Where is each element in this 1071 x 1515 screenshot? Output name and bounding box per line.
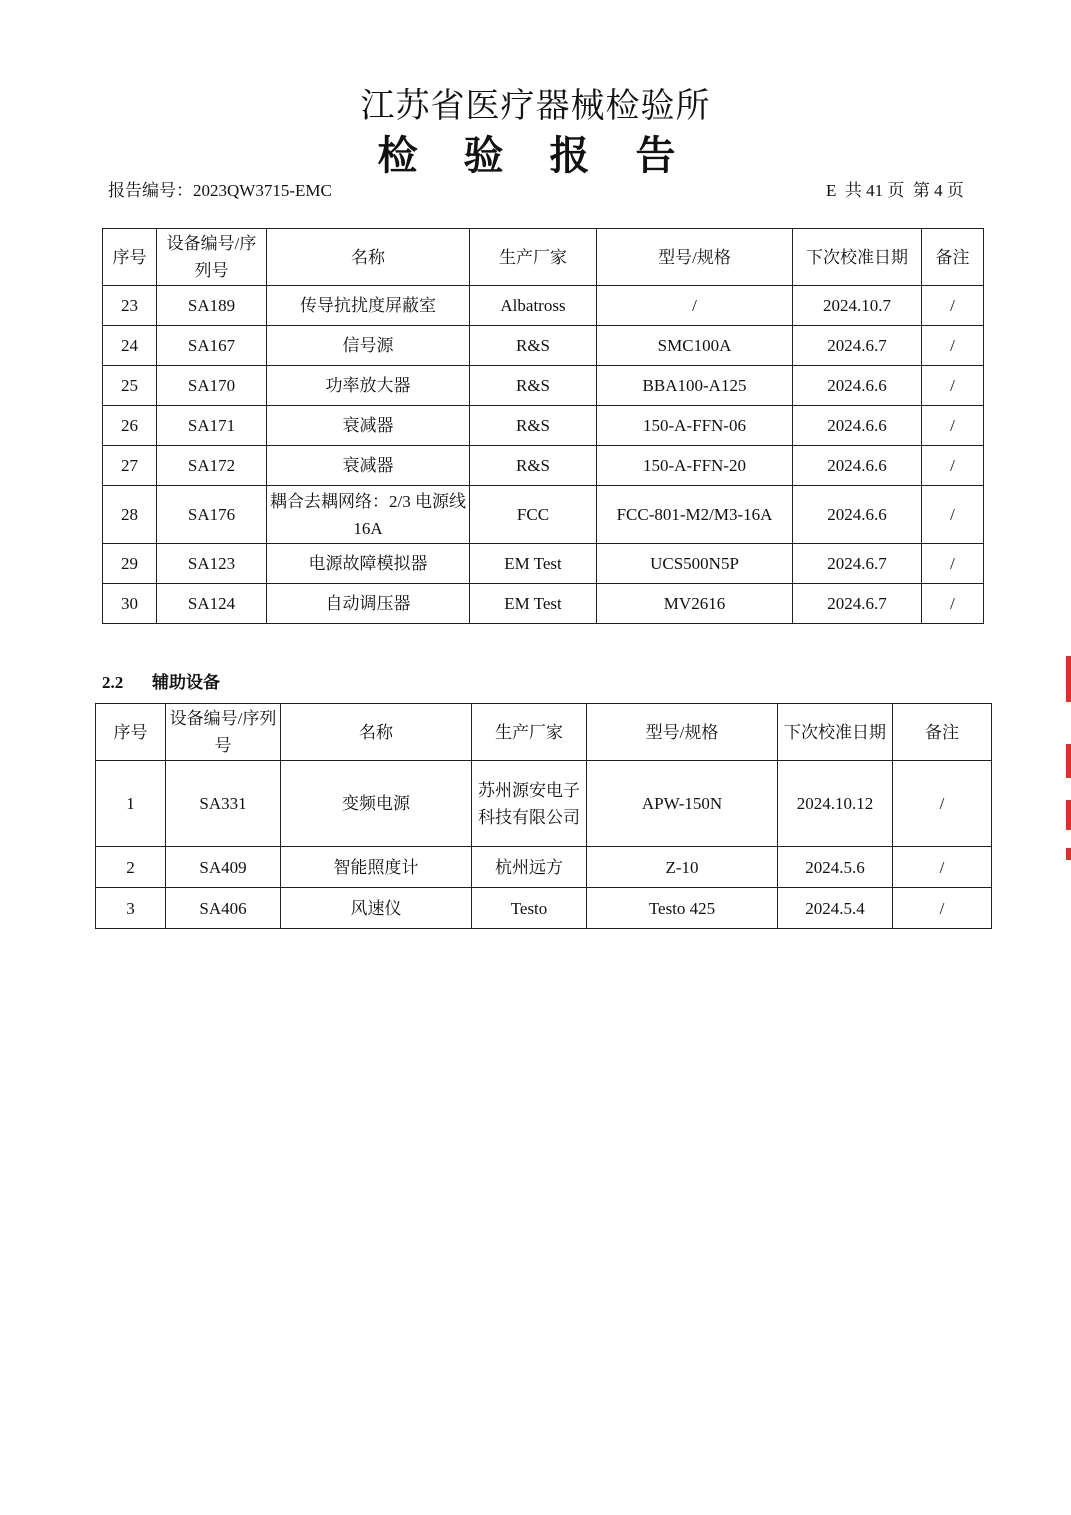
cell: R&S [470, 366, 597, 406]
cell: SA172 [157, 446, 267, 486]
cell: 变频电源 [281, 761, 472, 847]
cell: / [922, 584, 984, 624]
cell: 150-A-FFN-20 [597, 446, 793, 486]
cell: SA409 [166, 847, 281, 888]
seal-mark [1066, 656, 1071, 702]
cell: MV2616 [597, 584, 793, 624]
cell: Albatross [470, 286, 597, 326]
table-row [103, 486, 984, 544]
cell: / [893, 888, 992, 929]
cell: FCC-801-M2/M3-16A [597, 486, 793, 544]
seal-mark [1066, 848, 1071, 860]
table-row [103, 544, 984, 584]
header-cell: 生产厂家 [472, 704, 587, 761]
cell: 衰减器 [267, 406, 470, 446]
table-row [96, 888, 992, 929]
cell: 电源故障模拟器 [267, 544, 470, 584]
cell: 耦合去耦网络：2/3 电源线 16A [267, 486, 470, 544]
table-row [96, 847, 992, 888]
cell: 2024.6.6 [793, 486, 922, 544]
cell: EM Test [470, 544, 597, 584]
cell: 2024.5.6 [778, 847, 893, 888]
cell: 2024.6.7 [793, 544, 922, 584]
cell: R&S [470, 406, 597, 446]
seal-mark [1066, 744, 1071, 778]
header-cell: 型号/规格 [597, 229, 793, 286]
table-header-row [96, 704, 992, 761]
header-cell: 序号 [103, 229, 157, 286]
cell: SA167 [157, 326, 267, 366]
header-cell: 备注 [922, 229, 984, 286]
header-cell: 下次校准日期 [778, 704, 893, 761]
cell: / [922, 366, 984, 406]
cell: 28 [103, 486, 157, 544]
cell: / [597, 286, 793, 326]
cell: 1 [96, 761, 166, 847]
cell: 杭州远方 [472, 847, 587, 888]
cell: SA170 [157, 366, 267, 406]
cell: 衰减器 [267, 446, 470, 486]
header-cell: 型号/规格 [587, 704, 778, 761]
cell: BBA100-A125 [597, 366, 793, 406]
cell: 26 [103, 406, 157, 446]
seal-mark [1066, 800, 1071, 830]
cell: R&S [470, 326, 597, 366]
cell: EM Test [470, 584, 597, 624]
cell: / [922, 326, 984, 366]
cell: UCS500N5P [597, 544, 793, 584]
cell: SMC100A [597, 326, 793, 366]
cell: 信号源 [267, 326, 470, 366]
cell: SA123 [157, 544, 267, 584]
cell: SA406 [166, 888, 281, 929]
cell: 智能照度计 [281, 847, 472, 888]
header-cell: 名称 [281, 704, 472, 761]
cell: 自动调压器 [267, 584, 470, 624]
table-row [103, 446, 984, 486]
cell: 2 [96, 847, 166, 888]
cell: 2024.10.7 [793, 286, 922, 326]
section-heading [102, 668, 220, 693]
cell: / [922, 286, 984, 326]
header-cell: 下次校准日期 [793, 229, 922, 286]
cell: SA124 [157, 584, 267, 624]
table-row [103, 286, 984, 326]
cell: 27 [103, 446, 157, 486]
header-cell: 设备编号/序列号 [166, 704, 281, 761]
equipment-table [102, 228, 984, 624]
cell: 功率放大器 [267, 366, 470, 406]
cell: 24 [103, 326, 157, 366]
header-cell: 设备编号/序列号 [157, 229, 267, 286]
cell: FCC [470, 486, 597, 544]
cell: / [922, 406, 984, 446]
cell: 29 [103, 544, 157, 584]
section-title: 辅助设备 [152, 673, 220, 692]
cell: SA189 [157, 286, 267, 326]
cell: 传导抗扰度屏蔽室 [267, 286, 470, 326]
table-row [103, 584, 984, 624]
organization-title: 江苏省医疗器械检验所 [360, 88, 711, 125]
auxiliary-equipment-table [95, 703, 992, 929]
cell: Testo [472, 888, 587, 929]
header-cell: 备注 [893, 704, 992, 761]
cell: / [922, 544, 984, 584]
cell: 150-A-FFN-06 [597, 406, 793, 446]
cell: 2024.6.6 [793, 366, 922, 406]
cell: 苏州源安电子科技有限公司 [472, 761, 587, 847]
document-title: 检 验 报 告 [377, 133, 694, 178]
cell: 2024.5.4 [778, 888, 893, 929]
table-row [103, 366, 984, 406]
cell: 2024.6.6 [793, 406, 922, 446]
cell: SA331 [166, 761, 281, 847]
cell: / [922, 486, 984, 544]
cell: 2024.10.12 [778, 761, 893, 847]
cell: 30 [103, 584, 157, 624]
page-info: E 共 41 页 第 4 页 [826, 181, 964, 200]
cell: 25 [103, 366, 157, 406]
cell: 2024.6.6 [793, 446, 922, 486]
table-row [96, 761, 992, 847]
cell: Z-10 [587, 847, 778, 888]
cell: / [922, 446, 984, 486]
header-cell: 序号 [96, 704, 166, 761]
report-number: 报告编号：2023QW3715-EMC [108, 181, 332, 200]
header-cell: 生产厂家 [470, 229, 597, 286]
cell: / [893, 761, 992, 847]
header-cell: 名称 [267, 229, 470, 286]
cell: 2024.6.7 [793, 584, 922, 624]
cell: 风速仪 [281, 888, 472, 929]
cell: 2024.6.7 [793, 326, 922, 366]
table-row [103, 406, 984, 446]
cell: Testo 425 [587, 888, 778, 929]
cell: APW-150N [587, 761, 778, 847]
cell: R&S [470, 446, 597, 486]
cell: 3 [96, 888, 166, 929]
table-row [103, 326, 984, 366]
cell: SA171 [157, 406, 267, 446]
section-number: 2.2 [102, 673, 124, 692]
cell: SA176 [157, 486, 267, 544]
table-header-row [103, 229, 984, 286]
cell: 23 [103, 286, 157, 326]
cell: / [893, 847, 992, 888]
